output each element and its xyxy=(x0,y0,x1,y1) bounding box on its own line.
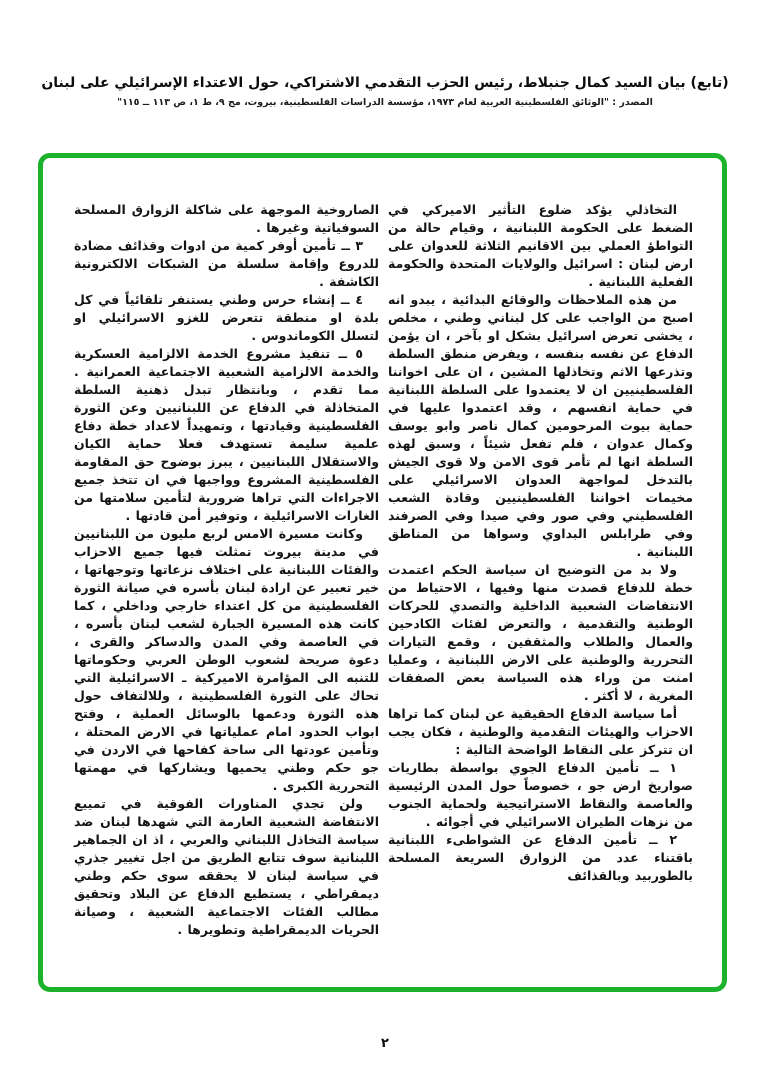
paragraph: ٣ ــ تأمين أوفر كمية من ادوات وقذائف مضادة للدروع وإقامة سلسلة من الشبكات الالكترونية الكاشفة . xyxy=(74,238,379,289)
paragraph: ٤ ــ إنشاء حرس وطني يستنفر تلقائياً في كل بلدة او منطقة تتعرض للغزو الاسرائيلي او لتسلل الكوماندوس . xyxy=(74,292,379,343)
source-citation: المصدر : "الوثائق الفلسطينية العربية لعام ١٩٧٣، مؤسسة الدراسات الفلسطينية، بيروت، مج ٩، ط ١، ص ١١٣ ــ ١١٥" xyxy=(117,97,653,109)
paragraph: أما سياسة الدفاع الحقيقية عن لبنان كما تراها الاحزاب والهيئات التقدمية والوطنية ، فكان يجب ان تتركز على النقاط الواضحة التالية : xyxy=(388,706,693,757)
text-column-right xyxy=(388,201,693,939)
paragraph: ولا بد من التوضيح ان سياسة الحكم اعتمدت خطة للدفاع قصدت منها وفيها ، الاحتياط من الانتفاضات الشعبية الداخلية والتصدي للحركات الوطنية والتقدمية ، والتعرض لفئات الكادحين والعمال والطلاب والمثقفين ، وقمع التيارات التحررية والوطنية على الارض اللبنانية ، وعمليا امنت من وراء هذه السياسة بعض الصفقات المغرية ، لا أكثر . xyxy=(388,562,693,703)
body-text-columns xyxy=(43,201,712,939)
page-title: (تابع) بيان السيد كمال جنبلاط، رئيس الحزب التقدمي الاشتراكي، حول الاعتداء الإسرائيلي على لبنان xyxy=(41,75,729,91)
paragraph: الصاروخية الموجهة على شاكلة الزوارق المسلحة السوفياتية وغيرها . xyxy=(74,202,379,235)
paragraph: ١ ــ تأمين الدفاع الجوي بواسطة بطاريات صواريخ ارض جو ، خصوصاً حول المدن الرئيسية والعاصمة والنقاط الاستراتيجية ولحماية الجنوب من نزهات الطيران الاسرائيلي في أجوائه . xyxy=(388,760,693,829)
paragraph: وكانت مسيرة الامس لربع مليون من اللبنانيين في مدينة بيروت تمثلت فيها جميع الاحزاب والفئات اللبنانية على اختلاف نزعاتها وتوجهاتها ، خير تعبير عن ارادة لبنان بأسره في صيانة الثورة الفلسطينية من كل اعتداء خارجي وداخلي ، كما كانت هذه المسيرة الجبارة لشعب لبنان بأسره ، في العاصمة وفي المدن والدساكر والقرى ، دعوة صريحة لشعوب الوطن العربي وحكوماتها للتنبه الى المؤامرة الاميركية ـ الاسرائيلية التي تحاك على الثورة الفلسطينية ، وللالتفاف حول هذه الثورة ودعمها بالوسائل العملية ، وفتح ابواب الحدود امام عملياتها في الارض المحتلة ، وتأمين عودتها الى ساحة كفاحها في الاردن في جو حكم وطني يحميها ويشاركها في مهمتها التحررية الكبرى . xyxy=(74,526,379,793)
paragraph: ٥ ــ تنفيذ مشروع الخدمة الالزامية العسكرية والخدمة الالزامية الشعبية الاجتماعية العمرانية . مما تقدم ، وبانتظار تبدل ذهنية السلطة المتخاذلة في الدفاع عن اللبنانيين وعن الثورة الفلسطينية وقيادتها ، وتمهيداً لاعداد خطة دفاع علمية سليمة تستهدف فعلا حماية الكيان والاستقلال اللبنانيين ، يبرز بوضوح حق المقاومة الفلسطينية المشروع وواجبها في ان تتخذ جميع الاجراءات التي تراها ضرورية لتأمين سلامتها من الغارات الاسرائيلية ، وتوفير أمن قادتها . xyxy=(74,346,379,523)
page-number: ٢ xyxy=(381,1036,389,1051)
text-column-left xyxy=(74,201,379,939)
paragraph: ٢ ــ تأمين الدفاع عن الشواطىء اللبنانية باقتناء عدد من الزوارق السريعة المسلحة بالطوربيد وبالقذائف xyxy=(388,832,693,883)
paragraph: ولن تجدي المناورات الفوقية في تمييع الانتفاضة الشعبية العارمة التي شهدها لبنان ضد سياسة التخاذل اللبناني والعربي ، اذ ان الجماهير اللبنانية سوف تتابع الطريق من اجل تغيير جذري في سياسة لبنان لا يحققه سوى حكم وطني ديمقراطي ، يستطيع الدفاع عن البلاد وتحقيق مطالب الفئات الاجتماعية الشعبية ، وصيانة الحريات الديمقراطية وتطويرها . xyxy=(74,796,379,937)
document-header xyxy=(30,74,740,108)
paragraph: التخاذلي يؤكد ضلوع التأثير الاميركي في الضغط على الحكومة اللبنانية ، وقيام حالة من التواطؤ العملي بين الاقانيم الثلاثة للعدوان على ارض لبنان : اسرائيل والولايات المتحدة والحكومة الفعلية اللبنانية . xyxy=(388,202,693,289)
paragraph: من هذه الملاحظات والوقائع البدائية ، يبدو انه اصبح من الواجب على كل لبناني وطني ، مخلص ، يخشى تعرض اسرائيل بشكل او بآخر ، ان يؤمن الدفاع عن نفسه بنفسه ، ويفرض منطق السلطة وتذرعها الاثم وتخاذلها المشين ، ان على اخواننا الفلسطينيين ان لا يعتمدوا على السلطة اللبنانية في حماية انفسهم ، وقد اعتمدوا عليها في حماية بيوت المرحومين كمال ناصر وابو يوسف وكمال عدوان ، فلم تفعل شيئاً ، وسبق لهذه السلطة انها لم تأمر قوى الامن ولا قوى الجيش بالتدخل لمواجهة العدوان الاسرائيلي على مخيمات اخواننا الفلسطينيين وقادة الشعب الفلسطيني وفي صور وفي صيدا وفي الصرفند وفي طرابلس البداوي وسواها من المناطق اللبنانية . xyxy=(388,292,693,559)
